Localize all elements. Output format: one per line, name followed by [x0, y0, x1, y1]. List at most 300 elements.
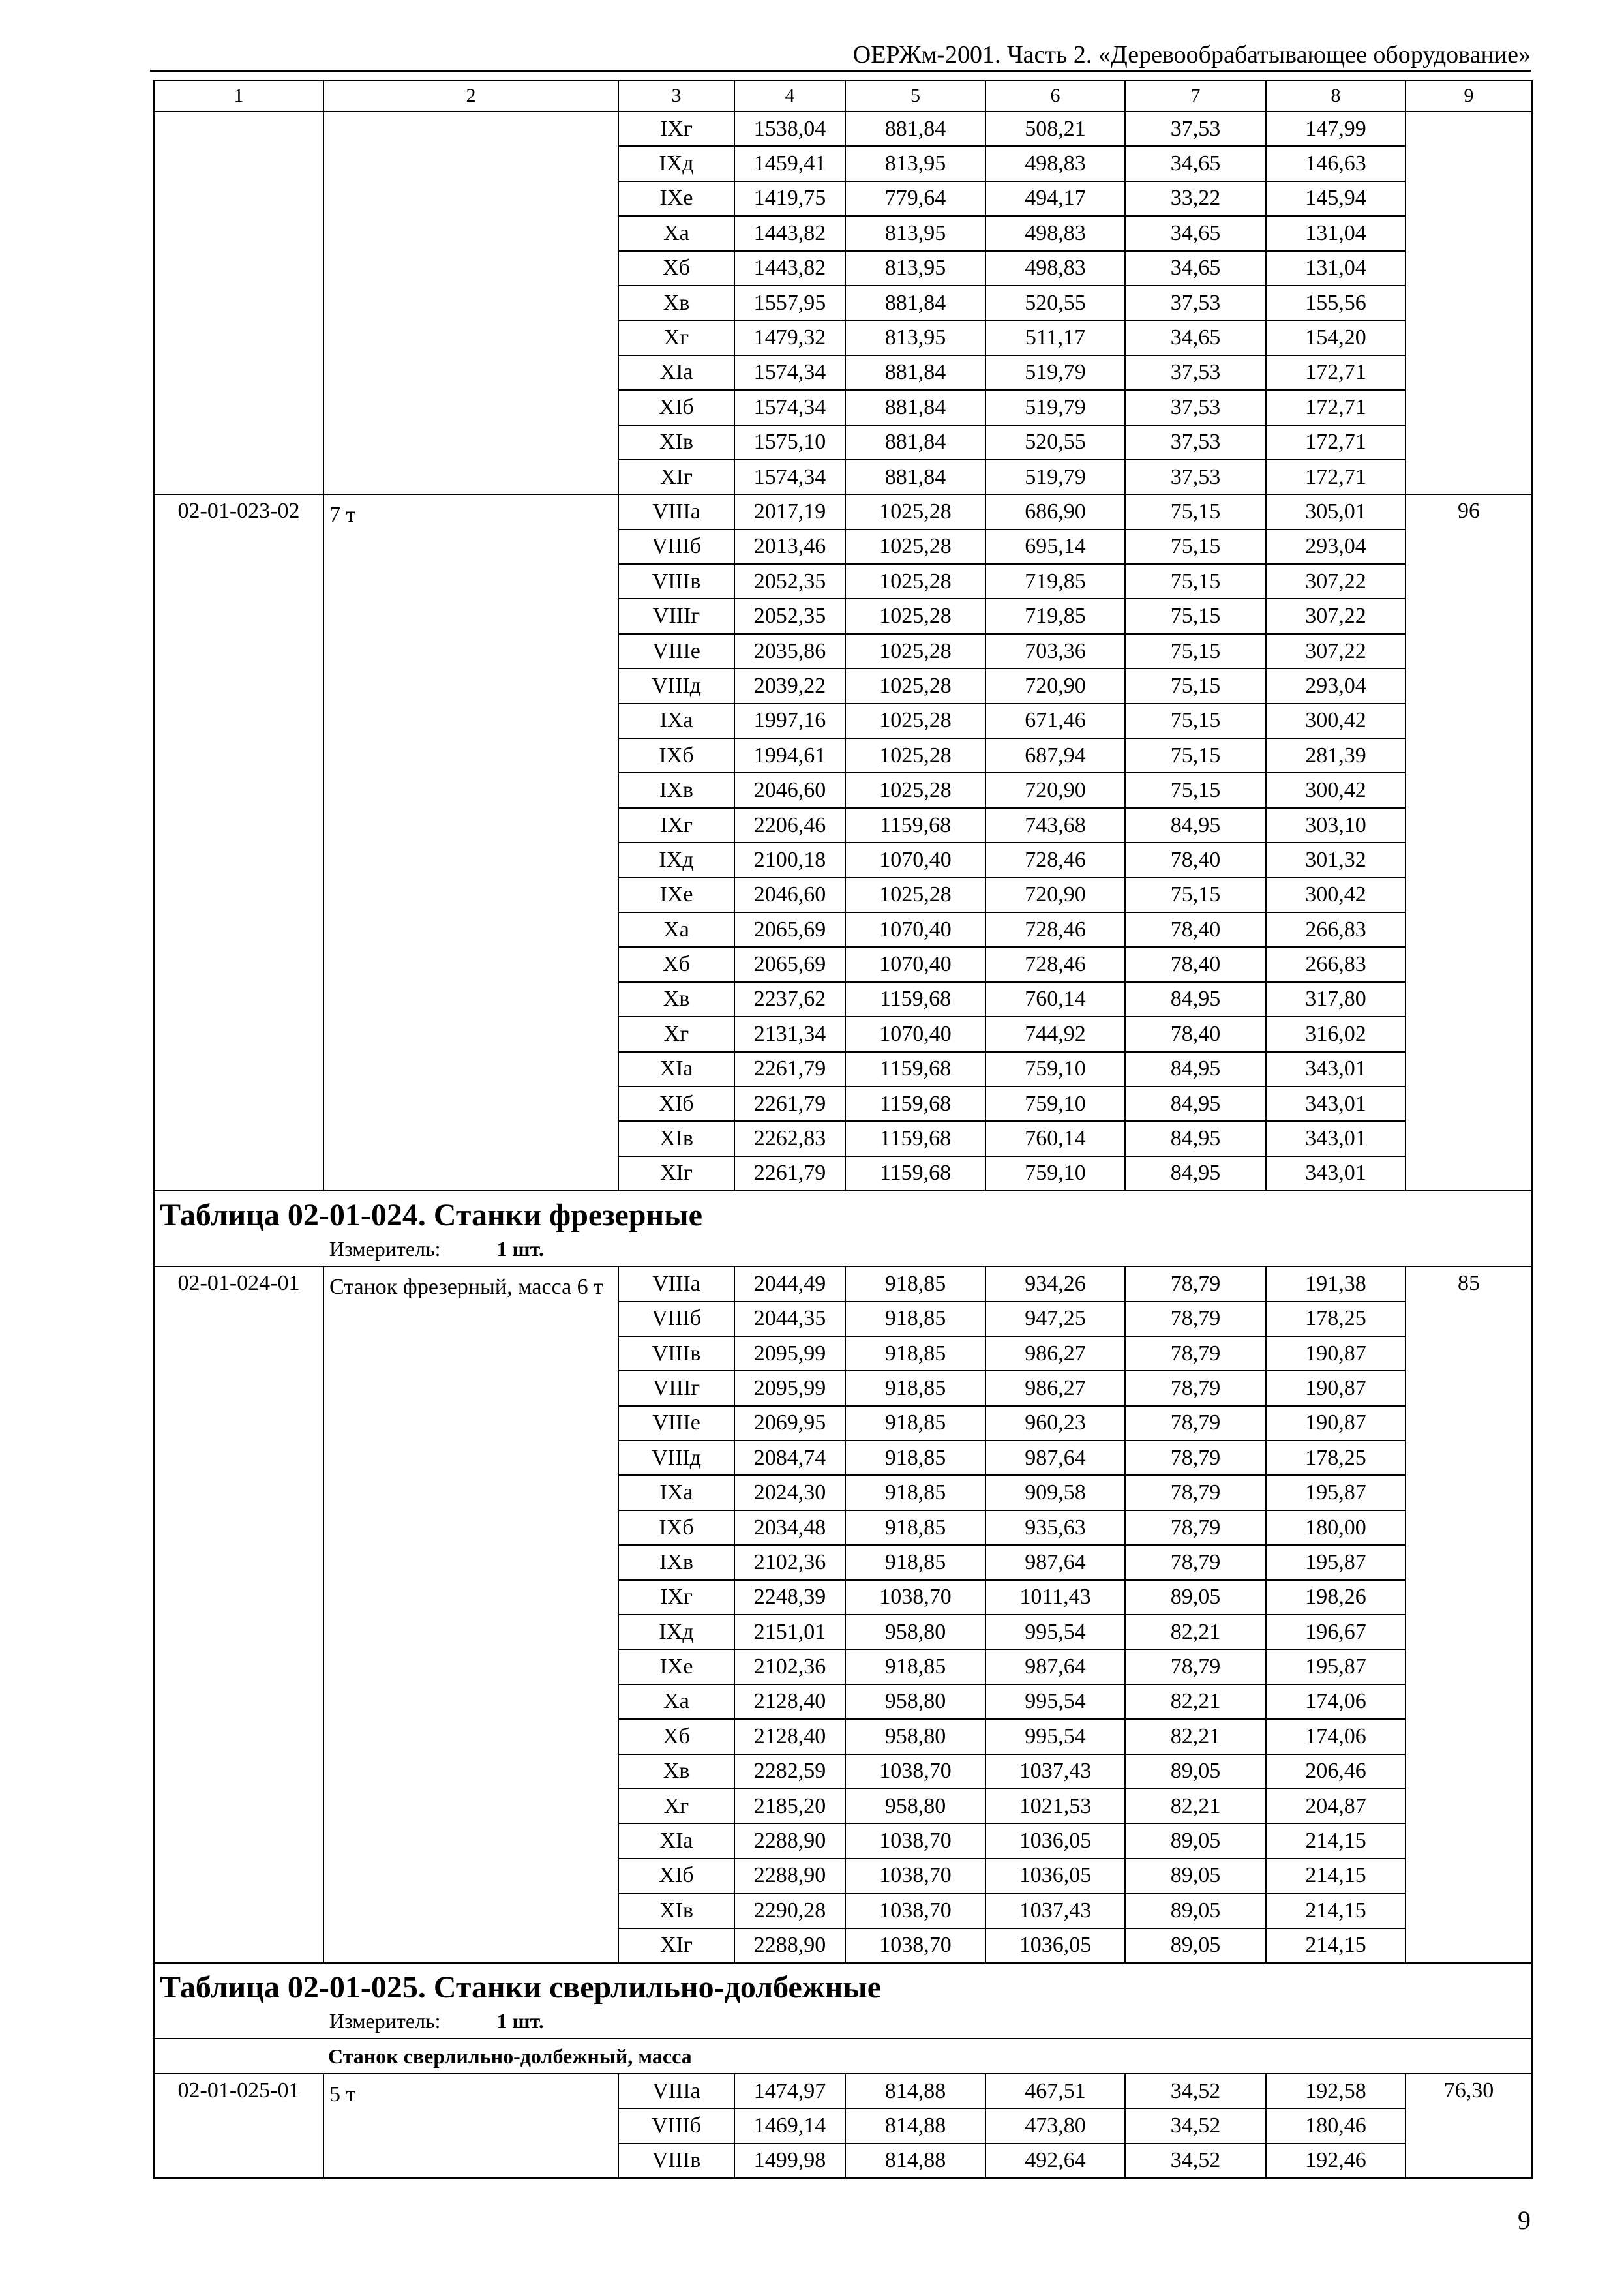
value-cell: 492,64 [985, 2144, 1125, 2178]
region-zone-cell: Xб [618, 251, 734, 286]
value-cell: 986,27 [985, 1336, 1125, 1371]
value-cell: 1025,28 [845, 634, 985, 668]
value-cell: 89,05 [1125, 1580, 1266, 1615]
value-cell: 37,53 [1125, 286, 1266, 320]
value-cell: 75,15 [1125, 494, 1266, 529]
value-cell: 37,53 [1125, 425, 1266, 460]
column-number: 2 [323, 80, 618, 112]
value-cell: 206,46 [1266, 1754, 1406, 1789]
value-cell: 958,80 [845, 1719, 985, 1754]
meter-unit: 1 шт. [496, 1237, 544, 1261]
value-cell: 1038,70 [845, 1859, 985, 1893]
value-cell: 172,71 [1266, 425, 1406, 460]
region-zone-cell: IXд [618, 146, 734, 181]
value-cell: 687,94 [985, 738, 1125, 773]
value-cell: 131,04 [1266, 216, 1406, 250]
value-cell: 78,40 [1125, 947, 1266, 981]
value-cell: 75,15 [1125, 878, 1266, 912]
region-zone-cell: XIг [618, 460, 734, 494]
value-cell: 82,21 [1125, 1615, 1266, 1649]
value-cell: 1479,32 [734, 320, 845, 355]
value-cell: 2290,28 [734, 1893, 845, 1928]
value-cell: 1574,34 [734, 460, 845, 494]
value-cell: 2151,01 [734, 1615, 845, 1649]
value-cell: 947,25 [985, 1302, 1125, 1336]
value-cell: 281,39 [1266, 738, 1406, 773]
value-cell: 720,90 [985, 668, 1125, 703]
value-cell: 1070,40 [845, 843, 985, 877]
value-cell: 316,02 [1266, 1017, 1406, 1051]
region-zone-cell: VIIIд [618, 668, 734, 703]
value-cell: 759,10 [985, 1052, 1125, 1086]
column-number: 3 [618, 80, 734, 112]
value-cell: 131,04 [1266, 251, 1406, 286]
column-number: 6 [985, 80, 1125, 112]
value-cell: 918,85 [845, 1475, 985, 1510]
value-cell: 918,85 [845, 1336, 985, 1371]
value-cell: 986,27 [985, 1371, 1125, 1405]
value-cell: 2185,20 [734, 1789, 845, 1823]
region-zone-cell: XIа [618, 1823, 734, 1858]
item-code: 02-01-025-01 [154, 2074, 323, 2178]
value-cell: 1038,70 [845, 1754, 985, 1789]
value-cell: 1025,28 [845, 704, 985, 738]
region-zone-cell: XIг [618, 1156, 734, 1191]
value-cell: 84,95 [1125, 808, 1266, 843]
value-cell: 987,64 [985, 1649, 1125, 1684]
value-cell: 2288,90 [734, 1823, 845, 1858]
value-cell: 1038,70 [845, 1928, 985, 1963]
value-cell: 759,10 [985, 1156, 1125, 1191]
region-zone-cell: IXе [618, 878, 734, 912]
value-cell: 1443,82 [734, 216, 845, 250]
value-cell: 2131,34 [734, 1017, 845, 1051]
value-cell: 2128,40 [734, 1684, 845, 1719]
value-cell: 2206,46 [734, 808, 845, 843]
page-number: 9 [1518, 2206, 1531, 2235]
value-cell: 293,04 [1266, 530, 1406, 564]
region-zone-cell: IXе [618, 181, 734, 216]
value-cell: 78,40 [1125, 1017, 1266, 1051]
value-cell: 720,90 [985, 878, 1125, 912]
value-cell: 918,85 [845, 1371, 985, 1405]
value-cell: 467,51 [985, 2074, 1125, 2108]
column-number: 4 [734, 80, 845, 112]
value-cell: 75,15 [1125, 599, 1266, 633]
column-numbers-row [154, 80, 1532, 112]
value-cell: 2046,60 [734, 773, 845, 807]
region-zone-cell: IXб [618, 1510, 734, 1545]
value-cell: 300,42 [1266, 704, 1406, 738]
value-cell: 78,40 [1125, 843, 1266, 877]
region-zone-cell: IXе [618, 1649, 734, 1684]
value-cell: 508,21 [985, 112, 1125, 146]
value-cell: 195,87 [1266, 1545, 1406, 1579]
item-name: Станок фрезерный, масса 6 т [323, 1266, 618, 1963]
value-cell: 1159,68 [845, 1156, 985, 1191]
value-cell: 1159,68 [845, 808, 985, 843]
region-zone-cell: XIб [618, 1859, 734, 1893]
value-cell: 195,87 [1266, 1475, 1406, 1510]
value-cell: 75,15 [1125, 634, 1266, 668]
value-cell: 89,05 [1125, 1754, 1266, 1789]
value-cell: 174,06 [1266, 1684, 1406, 1719]
value-cell: 813,95 [845, 251, 985, 286]
value-cell: 1038,70 [845, 1580, 985, 1615]
value-cell: 918,85 [845, 1649, 985, 1684]
value-cell: 214,15 [1266, 1928, 1406, 1963]
value-cell: 1474,97 [734, 2074, 845, 2108]
value-cell: 519,79 [985, 355, 1125, 390]
value-cell: 987,64 [985, 1545, 1125, 1579]
region-zone-cell: XIв [618, 425, 734, 460]
value-cell: 1025,28 [845, 494, 985, 529]
value-cell: 995,54 [985, 1719, 1125, 1754]
region-zone-cell: Xб [618, 1719, 734, 1754]
region-zone-cell: IXд [618, 843, 734, 877]
region-zone-cell: IXа [618, 704, 734, 738]
value-cell: 84,95 [1125, 1086, 1266, 1121]
region-zone-cell: Xа [618, 1684, 734, 1719]
value-cell: 1025,28 [845, 564, 985, 599]
value-cell: 343,01 [1266, 1052, 1406, 1086]
region-zone-cell: Xб [618, 947, 734, 981]
value-cell: 305,01 [1266, 494, 1406, 529]
value-cell: 33,22 [1125, 181, 1266, 216]
value-cell: 198,26 [1266, 1580, 1406, 1615]
value-cell: 1159,68 [845, 1121, 985, 1156]
value-cell: 2261,79 [734, 1156, 845, 1191]
column-number: 9 [1406, 80, 1532, 112]
value-cell: 37,53 [1125, 390, 1266, 425]
page-header: ОЕРЖм-2001. Часть 2. «Деревообрабатывающее оборудование» [150, 38, 1531, 72]
region-zone-cell: XIб [618, 390, 734, 425]
value-cell: 2039,22 [734, 668, 845, 703]
region-zone-cell: Xа [618, 912, 734, 947]
value-cell: 1575,10 [734, 425, 845, 460]
value-cell: 172,71 [1266, 355, 1406, 390]
value-cell: 78,79 [1125, 1371, 1266, 1405]
item-code: 02-01-024-01 [154, 1266, 323, 1963]
region-zone-cell: XIв [618, 1121, 734, 1156]
value-cell: 75,15 [1125, 773, 1266, 807]
table-row [154, 112, 1532, 146]
region-zone-cell: XIг [618, 1928, 734, 1963]
value-cell: 1159,68 [845, 1052, 985, 1086]
subheading-text: Станок сверлильно-долбежный, масса [328, 2044, 692, 2068]
value-cell: 214,15 [1266, 1823, 1406, 1858]
section-title: Таблица 02-01-024. Станки фрезерные [160, 1198, 702, 1233]
value-cell: 1070,40 [845, 912, 985, 947]
value-cell: 2128,40 [734, 1719, 845, 1754]
value-cell: 180,00 [1266, 1510, 1406, 1545]
table-row [154, 2074, 1532, 2108]
value-cell: 813,95 [845, 216, 985, 250]
region-zone-cell: IXд [618, 1615, 734, 1649]
meter-label: Измеритель: [329, 1237, 441, 1261]
value-cell: 2102,36 [734, 1545, 845, 1579]
value-cell: 2282,59 [734, 1754, 845, 1789]
region-zone-cell: Xа [618, 216, 734, 250]
region-zone-cell: VIIIг [618, 1371, 734, 1405]
value-cell: 1025,28 [845, 668, 985, 703]
value-cell: 1159,68 [845, 982, 985, 1017]
region-zone-cell: VIIIв [618, 564, 734, 599]
value-cell: 78,79 [1125, 1406, 1266, 1441]
value-cell: 190,87 [1266, 1406, 1406, 1441]
rates-table [153, 80, 1533, 2179]
value-cell: 1036,05 [985, 1859, 1125, 1893]
value-cell: 82,21 [1125, 1684, 1266, 1719]
item-name [323, 112, 618, 494]
value-cell: 814,88 [845, 2074, 985, 2108]
value-cell: 34,65 [1125, 320, 1266, 355]
value-cell: 720,90 [985, 773, 1125, 807]
value-cell: 813,95 [845, 320, 985, 355]
value-cell: 881,84 [845, 286, 985, 320]
value-cell: 1538,04 [734, 112, 845, 146]
value-cell: 343,01 [1266, 1086, 1406, 1121]
value-cell: 473,80 [985, 2108, 1125, 2143]
value-cell: 174,06 [1266, 1719, 1406, 1754]
region-zone-cell: Xв [618, 286, 734, 320]
value-cell: 78,79 [1125, 1475, 1266, 1510]
value-cell: 498,83 [985, 251, 1125, 286]
region-zone-cell: VIIIб [618, 1302, 734, 1336]
subheading-row [154, 2039, 1532, 2074]
value-cell: 1038,70 [845, 1893, 985, 1928]
region-zone-cell: VIIIб [618, 530, 734, 564]
value-cell: 191,38 [1266, 1266, 1406, 1301]
value-cell: 1469,14 [734, 2108, 845, 2143]
value-cell: 909,58 [985, 1475, 1125, 1510]
value-cell: 2035,86 [734, 634, 845, 668]
value-cell: 303,10 [1266, 808, 1406, 843]
value-cell: 307,22 [1266, 634, 1406, 668]
value-cell: 34,52 [1125, 2108, 1266, 2143]
table-row [154, 1266, 1532, 1301]
value-cell: 266,83 [1266, 947, 1406, 981]
value-cell: 34,65 [1125, 146, 1266, 181]
value-cell: 519,79 [985, 460, 1125, 494]
value-cell: 1459,41 [734, 146, 845, 181]
value-cell: 520,55 [985, 286, 1125, 320]
item-code: 02-01-023-02 [154, 494, 323, 1191]
value-cell: 2052,35 [734, 564, 845, 599]
meter-line [160, 2008, 1531, 2034]
meter-line [160, 1236, 1531, 1262]
value-cell: 511,17 [985, 320, 1125, 355]
value-cell: 695,14 [985, 530, 1125, 564]
region-zone-cell: IXв [618, 773, 734, 807]
value-cell: 2052,35 [734, 599, 845, 633]
section-02-01-025 [154, 1963, 1532, 2039]
table-row [154, 494, 1532, 529]
value-cell: 343,01 [1266, 1121, 1406, 1156]
value-cell: 78,79 [1125, 1266, 1266, 1301]
value-cell: 192,58 [1266, 2074, 1406, 2108]
value-cell: 1037,43 [985, 1754, 1125, 1789]
value-cell: 719,85 [985, 599, 1125, 633]
value-cell: 204,87 [1266, 1789, 1406, 1823]
value-cell: 300,42 [1266, 773, 1406, 807]
value-cell: 759,10 [985, 1086, 1125, 1121]
value-cell: 779,64 [845, 181, 985, 216]
value-cell: 2046,60 [734, 878, 845, 912]
value-cell: 178,25 [1266, 1441, 1406, 1475]
value-cell: 2102,36 [734, 1649, 845, 1684]
meter-unit: 1 шт. [496, 2009, 544, 2033]
value-cell: 1994,61 [734, 738, 845, 773]
region-zone-cell: VIIIг [618, 599, 734, 633]
value-cell: 89,05 [1125, 1859, 1266, 1893]
region-zone-cell: VIIIа [618, 1266, 734, 1301]
region-zone-cell: VIIIд [618, 1441, 734, 1475]
value-cell: 1025,28 [845, 773, 985, 807]
column-number: 8 [1266, 80, 1406, 112]
value-cell: 78,79 [1125, 1441, 1266, 1475]
value-cell: 1499,98 [734, 2144, 845, 2178]
value-cell: 300,42 [1266, 878, 1406, 912]
value-cell: 2248,39 [734, 1580, 845, 1615]
value-cell: 728,46 [985, 843, 1125, 877]
value-cell: 2261,79 [734, 1052, 845, 1086]
value-cell: 84,95 [1125, 982, 1266, 1017]
value-cell: 918,85 [845, 1266, 985, 1301]
value-cell: 520,55 [985, 425, 1125, 460]
value-cell: 307,22 [1266, 599, 1406, 633]
value-cell: 78,79 [1125, 1545, 1266, 1579]
value-cell: 78,79 [1125, 1649, 1266, 1684]
value-cell: 2237,62 [734, 982, 845, 1017]
value-cell: 686,90 [985, 494, 1125, 529]
value-cell: 2044,35 [734, 1302, 845, 1336]
value-cell: 2069,95 [734, 1406, 845, 1441]
value-cell: 934,26 [985, 1266, 1125, 1301]
section-title: Таблица 02-01-025. Станки сверлильно-долбежные [160, 1969, 882, 2005]
value-cell: 958,80 [845, 1789, 985, 1823]
value-cell: 84,95 [1125, 1052, 1266, 1086]
value-cell: 2013,46 [734, 530, 845, 564]
region-zone-cell: VIIIа [618, 494, 734, 529]
value-cell: 881,84 [845, 390, 985, 425]
value-cell: 671,46 [985, 704, 1125, 738]
value-cell: 744,92 [985, 1017, 1125, 1051]
section-cell [154, 1191, 1532, 1266]
value-cell: 192,46 [1266, 2144, 1406, 2178]
value-cell: 1070,40 [845, 947, 985, 981]
value-cell: 2095,99 [734, 1371, 845, 1405]
col9-value: 96 [1406, 494, 1532, 1191]
value-cell: 814,88 [845, 2144, 985, 2178]
value-cell: 89,05 [1125, 1928, 1266, 1963]
region-zone-cell: Xв [618, 1754, 734, 1789]
value-cell: 743,68 [985, 808, 1125, 843]
item-name: 5 т [323, 2074, 618, 2178]
value-cell: 2084,74 [734, 1441, 845, 1475]
value-cell: 2065,69 [734, 912, 845, 947]
value-cell: 84,95 [1125, 1121, 1266, 1156]
value-cell: 343,01 [1266, 1156, 1406, 1191]
value-cell: 494,17 [985, 181, 1125, 216]
value-cell: 301,32 [1266, 843, 1406, 877]
value-cell: 987,64 [985, 1441, 1125, 1475]
value-cell: 1025,28 [845, 599, 985, 633]
value-cell: 78,79 [1125, 1510, 1266, 1545]
value-cell: 82,21 [1125, 1719, 1266, 1754]
region-zone-cell: IXг [618, 112, 734, 146]
value-cell: 519,79 [985, 390, 1125, 425]
region-zone-cell: Xг [618, 1789, 734, 1823]
region-zone-cell: VIIIб [618, 2108, 734, 2143]
section-02-01-024 [154, 1191, 1532, 1266]
value-cell: 145,94 [1266, 181, 1406, 216]
value-cell: 180,46 [1266, 2108, 1406, 2143]
value-cell: 196,67 [1266, 1615, 1406, 1649]
value-cell: 75,15 [1125, 530, 1266, 564]
value-cell: 960,23 [985, 1406, 1125, 1441]
value-cell: 719,85 [985, 564, 1125, 599]
value-cell: 266,83 [1266, 912, 1406, 947]
value-cell: 2288,90 [734, 1928, 845, 1963]
value-cell: 37,53 [1125, 355, 1266, 390]
value-cell: 1025,28 [845, 878, 985, 912]
value-cell: 498,83 [985, 146, 1125, 181]
value-cell: 34,65 [1125, 216, 1266, 250]
value-cell: 1011,43 [985, 1580, 1125, 1615]
value-cell: 2044,49 [734, 1266, 845, 1301]
value-cell: 995,54 [985, 1615, 1125, 1649]
value-cell: 214,15 [1266, 1859, 1406, 1893]
value-cell: 84,95 [1125, 1156, 1266, 1191]
value-cell: 78,79 [1125, 1336, 1266, 1371]
value-cell: 881,84 [845, 355, 985, 390]
value-cell: 1036,05 [985, 1823, 1125, 1858]
value-cell: 75,15 [1125, 704, 1266, 738]
region-zone-cell: VIIIв [618, 1336, 734, 1371]
value-cell: 1038,70 [845, 1823, 985, 1858]
value-cell: 317,80 [1266, 982, 1406, 1017]
region-zone-cell: VIIIв [618, 2144, 734, 2178]
value-cell: 37,53 [1125, 112, 1266, 146]
column-number: 5 [845, 80, 985, 112]
value-cell: 881,84 [845, 112, 985, 146]
value-cell: 2017,19 [734, 494, 845, 529]
region-zone-cell: Xг [618, 320, 734, 355]
value-cell: 34,52 [1125, 2144, 1266, 2178]
col9-value: 76,30 [1406, 2074, 1532, 2178]
region-zone-cell: VIIIе [618, 634, 734, 668]
value-cell: 881,84 [845, 460, 985, 494]
value-cell: 918,85 [845, 1545, 985, 1579]
value-cell: 728,46 [985, 947, 1125, 981]
value-cell: 82,21 [1125, 1789, 1266, 1823]
value-cell: 918,85 [845, 1302, 985, 1336]
value-cell: 1070,40 [845, 1017, 985, 1051]
value-cell: 958,80 [845, 1615, 985, 1649]
column-number: 7 [1125, 80, 1266, 112]
value-cell: 703,36 [985, 634, 1125, 668]
value-cell: 1025,28 [845, 530, 985, 564]
value-cell: 1557,95 [734, 286, 845, 320]
region-zone-cell: IXг [618, 1580, 734, 1615]
meter-label: Измеритель: [329, 2009, 441, 2033]
item-code [154, 112, 323, 494]
value-cell: 2034,48 [734, 1510, 845, 1545]
value-cell: 78,79 [1125, 1302, 1266, 1336]
value-cell: 1574,34 [734, 355, 845, 390]
region-zone-cell: XIа [618, 1052, 734, 1086]
